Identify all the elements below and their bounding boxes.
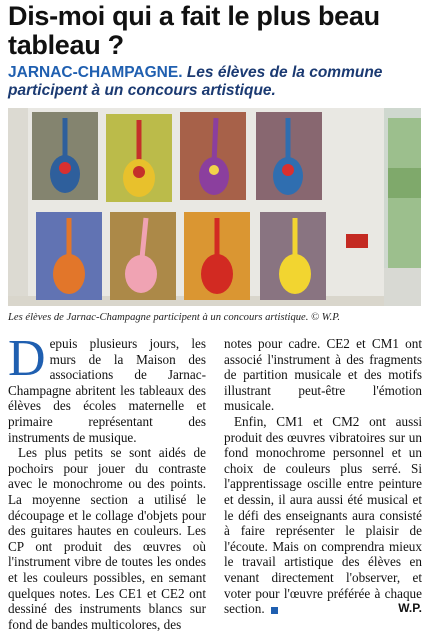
paragraph-1: Depuis plusieurs jours, les murs de la Maison des associations de Jarnac-Champagne abritent les tableaux des élèves des écoles maternelle et primaire représentant des instruments de musique.	[8, 330, 206, 445]
paragraph-2: Les plus petits se sont aidés de pochoirs pour jouer du contraste avec le monochrome ou des points. La moyenne section a utilisé le découpage et le collage d'objets pour des guitares hautes en couleurs. Les CP ont produit des œuvres où l'instrument vibre de toutes les ondes et les couleurs possibles, en semant quelques notes. Les CE1 et CE2 ont dessiné des instruments blancs sur fond de bandes multicolores, des	[8, 445, 206, 632]
deck	[8, 64, 422, 100]
painting-6	[110, 212, 176, 300]
painting-5	[36, 212, 102, 300]
deck-kicker: JARNAC-CHAMPAGNE.	[8, 64, 183, 81]
painting-1	[32, 112, 98, 200]
article-body	[8, 330, 422, 632]
column-2	[224, 336, 422, 617]
headline: Dis-moi qui a fait le plus beau tableau ?	[8, 1, 380, 60]
paragraph-2-continued: notes pour cadre. CE2 et CM1 ont associé l'instrument à des fragments de partition musicale et des motifs illustrant peut-être l'émotion musicale.	[224, 336, 422, 414]
column-1	[8, 330, 206, 632]
painting-2	[106, 114, 172, 202]
paragraph-3: Enfin, CM1 et CM2 ont aussi produit des œuvres vibratoires sur un fond monochrome personnel et un choix de couleurs plus serré. Si l'apprentissage oscille entre peinture et dessin, il aura aussi été musical et le défi des enseignants aura consisté à faire représenter le plaisir de l'écoute. Mais on comprendra mieux le travail artistique des élèves en venant directement l'observer, et voter pour l'œuvre préférée à chaque section. W.P.	[224, 413, 422, 617]
author-signature: W.P.	[398, 601, 422, 616]
painting-3	[180, 112, 246, 200]
painting-7	[184, 212, 250, 300]
end-square-icon	[271, 607, 278, 614]
dropcap: D	[8, 330, 46, 387]
deck-text: Les élèves de la commune participent à un concours artistique.	[8, 64, 383, 99]
painting-4	[256, 112, 322, 200]
painting-8	[260, 212, 326, 300]
article-photo	[8, 108, 421, 306]
photo-caption: Les élèves de Jarnac-Champagne participent à un concours artistique. © W.P.	[8, 312, 340, 323]
